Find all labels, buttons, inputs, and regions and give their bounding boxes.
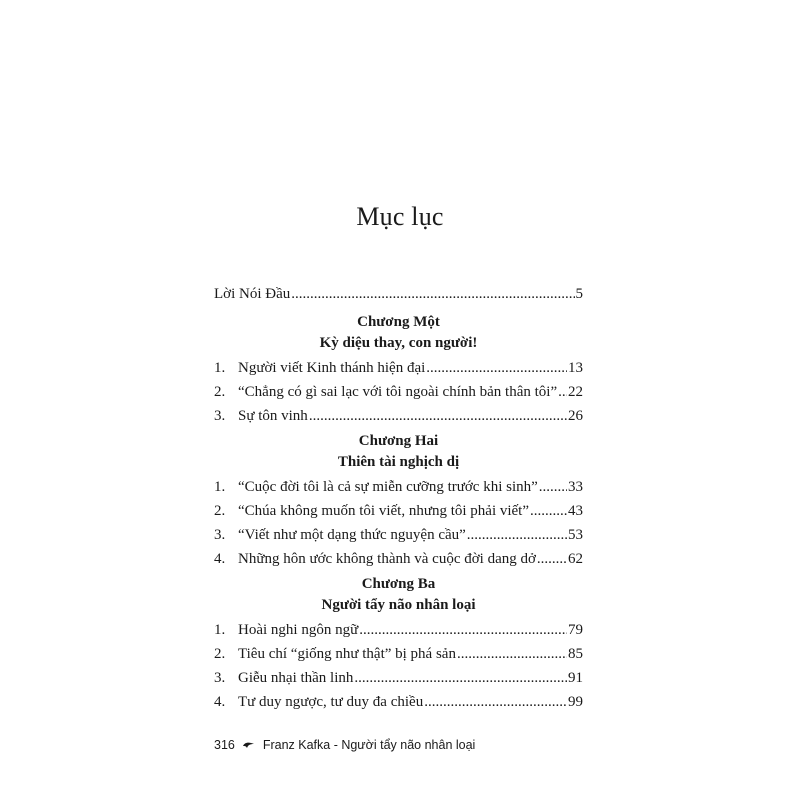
toc-entry-page: 79 [568,622,583,638]
toc-entry-number: 4. [214,551,226,567]
dot-leader [558,382,567,402]
toc-entry-page: 91 [568,670,583,686]
toc-entry-page: 5 [575,286,583,302]
toc-entry-text: Hoài nghi ngôn ngữ [238,622,359,638]
toc-entry-page: 43 [568,503,583,519]
toc-entry[interactable] [214,358,583,382]
toc-entry-number: 1. [214,479,226,495]
toc-entry-page: 13 [568,360,583,376]
footer-running-title: Franz Kafka - Người tẩy não nhân loại [262,738,476,752]
toc-entry-number: 2. [214,646,226,662]
toc-entry[interactable] [214,549,583,573]
page-footer [214,738,475,752]
chapter-title: Kỳ diệu thay, con người! [319,335,478,351]
chapter-heading [214,312,583,354]
dot-leader [424,692,567,712]
chapter-label: Chương Ba [361,576,436,592]
page-title: Mục lục [356,202,444,231]
toc-entry[interactable] [214,525,583,549]
chapter-heading [214,431,583,473]
leaf-ornament-icon [242,741,255,752]
toc-entry-text: Giễu nhại thần linh [238,670,354,686]
toc-entry-page: 53 [568,527,583,543]
dot-leader [309,406,567,426]
dot-leader [457,644,567,664]
dot-leader [291,284,574,304]
table-of-contents [214,284,583,716]
dot-leader [354,668,567,688]
dot-leader [467,525,567,545]
toc-entry-text: Những hôn ước không thành và cuộc đời dang dở [238,551,536,567]
toc-entry-number: 1. [214,622,226,638]
toc-entry-text: Sự tôn vinh [238,408,308,424]
toc-entry[interactable] [214,692,583,716]
chapter-label: Chương Hai [358,433,439,449]
toc-entry-text: Người viết Kinh thánh hiện đại [238,360,426,376]
toc-entry-page: 99 [568,694,583,710]
chapter-label: Chương Một [357,314,440,330]
chapter-title: Người tẩy não nhân loại [321,597,476,613]
toc-entry-text: Tư duy ngược, tư duy đa chiều [238,694,424,710]
toc-entry-text: Tiêu chí “giống như thật” bị phá sản [238,646,456,662]
toc-entry-text: “Chẳng có gì sai lạc với tôi ngoài chính bản thân tôi” [238,384,558,400]
toc-entry[interactable] [214,644,583,668]
dot-leader [426,358,567,378]
toc-entry-number: 2. [214,384,226,400]
dot-leader [537,549,567,569]
toc-entry-page: 26 [568,408,583,424]
toc-entry-number: 3. [214,527,226,543]
toc-entry[interactable] [214,382,583,406]
chapter-title: Thiên tài nghịch dị [337,454,460,470]
dot-leader [530,501,567,521]
toc-entry-text: “Cuộc đời tôi là cả sự miễn cưỡng trước khi sinh” [238,479,538,495]
toc-entry[interactable] [214,668,583,692]
toc-entry[interactable] [214,501,583,525]
toc-entry[interactable] [214,620,583,644]
toc-entry-number: 2. [214,503,226,519]
toc-entry-preface[interactable] [214,284,583,308]
chapter-heading [214,574,583,616]
toc-entry-number: 3. [214,408,226,424]
toc-entry-page: 62 [568,551,583,567]
toc-entry-page: 85 [568,646,583,662]
toc-entry-number: 4. [214,694,226,710]
toc-entry-page: 22 [568,384,583,400]
footer-page-number: 316 [214,738,235,752]
toc-entry[interactable] [214,477,583,501]
dot-leader [539,477,567,497]
toc-entry[interactable] [214,406,583,430]
toc-entry-text: “Chúa không muốn tôi viết, nhưng tôi phải viết” [238,503,530,519]
toc-entry-number: 3. [214,670,226,686]
toc-entry-text: Lời Nói Đầu [214,286,291,302]
dot-leader [359,620,567,640]
toc-entry-text: “Viết như một dạng thức nguyện cầu” [238,527,466,543]
toc-entry-number: 1. [214,360,226,376]
toc-entry-page: 33 [568,479,583,495]
